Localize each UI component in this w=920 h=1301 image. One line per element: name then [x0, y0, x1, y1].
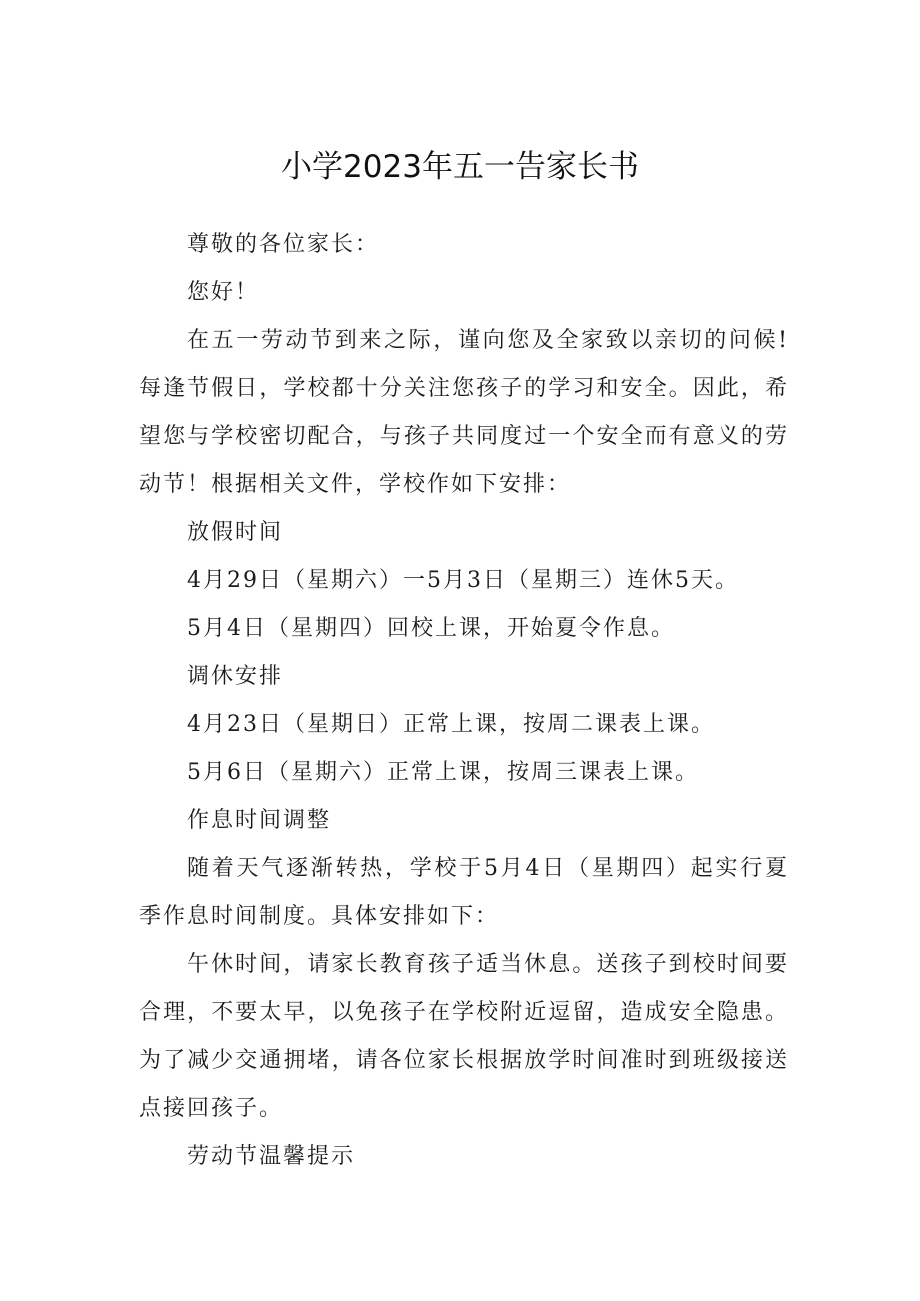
section-heading-holiday: 放假时间 — [187, 520, 284, 545]
holiday-dates: 4月29日（星期六）一5月3日（星期三）连休5天。 — [187, 568, 739, 593]
makeup-day-1: 4月23日（星期日）正常上课，按周二课表上课。 — [187, 712, 715, 737]
makeup-day-2: 5月6日（星期六）正常上课，按周三课表上课。 — [187, 760, 699, 785]
return-to-school: 5月4日（星期四）回校上课，开始夏令作息。 — [187, 616, 675, 641]
salutation: 尊敬的各位家长： — [187, 232, 380, 257]
intro-paragraph: 在五一劳动节到来之际，谨向您及全家致以亲切的问候!每逢节假日，学校都十分关注您孩子的学习和安全。因此，希望您与学校密切配合，与孩子共同度过一个安全而有意义的劳动节！根据相关文件，学校作如下安排： — [139, 328, 789, 497]
section-heading-tips: 劳动节温馨提示 — [187, 1144, 356, 1169]
document-body — [139, 221, 789, 1181]
greeting: 您好！ — [187, 280, 260, 305]
schedule-details: 午休时间，请家长教育孩子适当休息。送孩子到校时间要合理，不要太早，以免孩子在学校附近逗留，造成安全隐患。为了减少交通拥堵，请各位家长根据放学时间准时到班级接送点接回孩子。 — [139, 952, 789, 1121]
schedule-intro: 随着天气逐渐转热，学校于5月4日（星期四）起实行夏季作息时间制度。具体安排如下： — [139, 856, 789, 929]
document-title: 小学2023年五一告家长书 — [281, 149, 639, 185]
section-heading-makeup: 调休安排 — [187, 664, 284, 689]
section-heading-schedule: 作息时间调整 — [187, 808, 332, 833]
